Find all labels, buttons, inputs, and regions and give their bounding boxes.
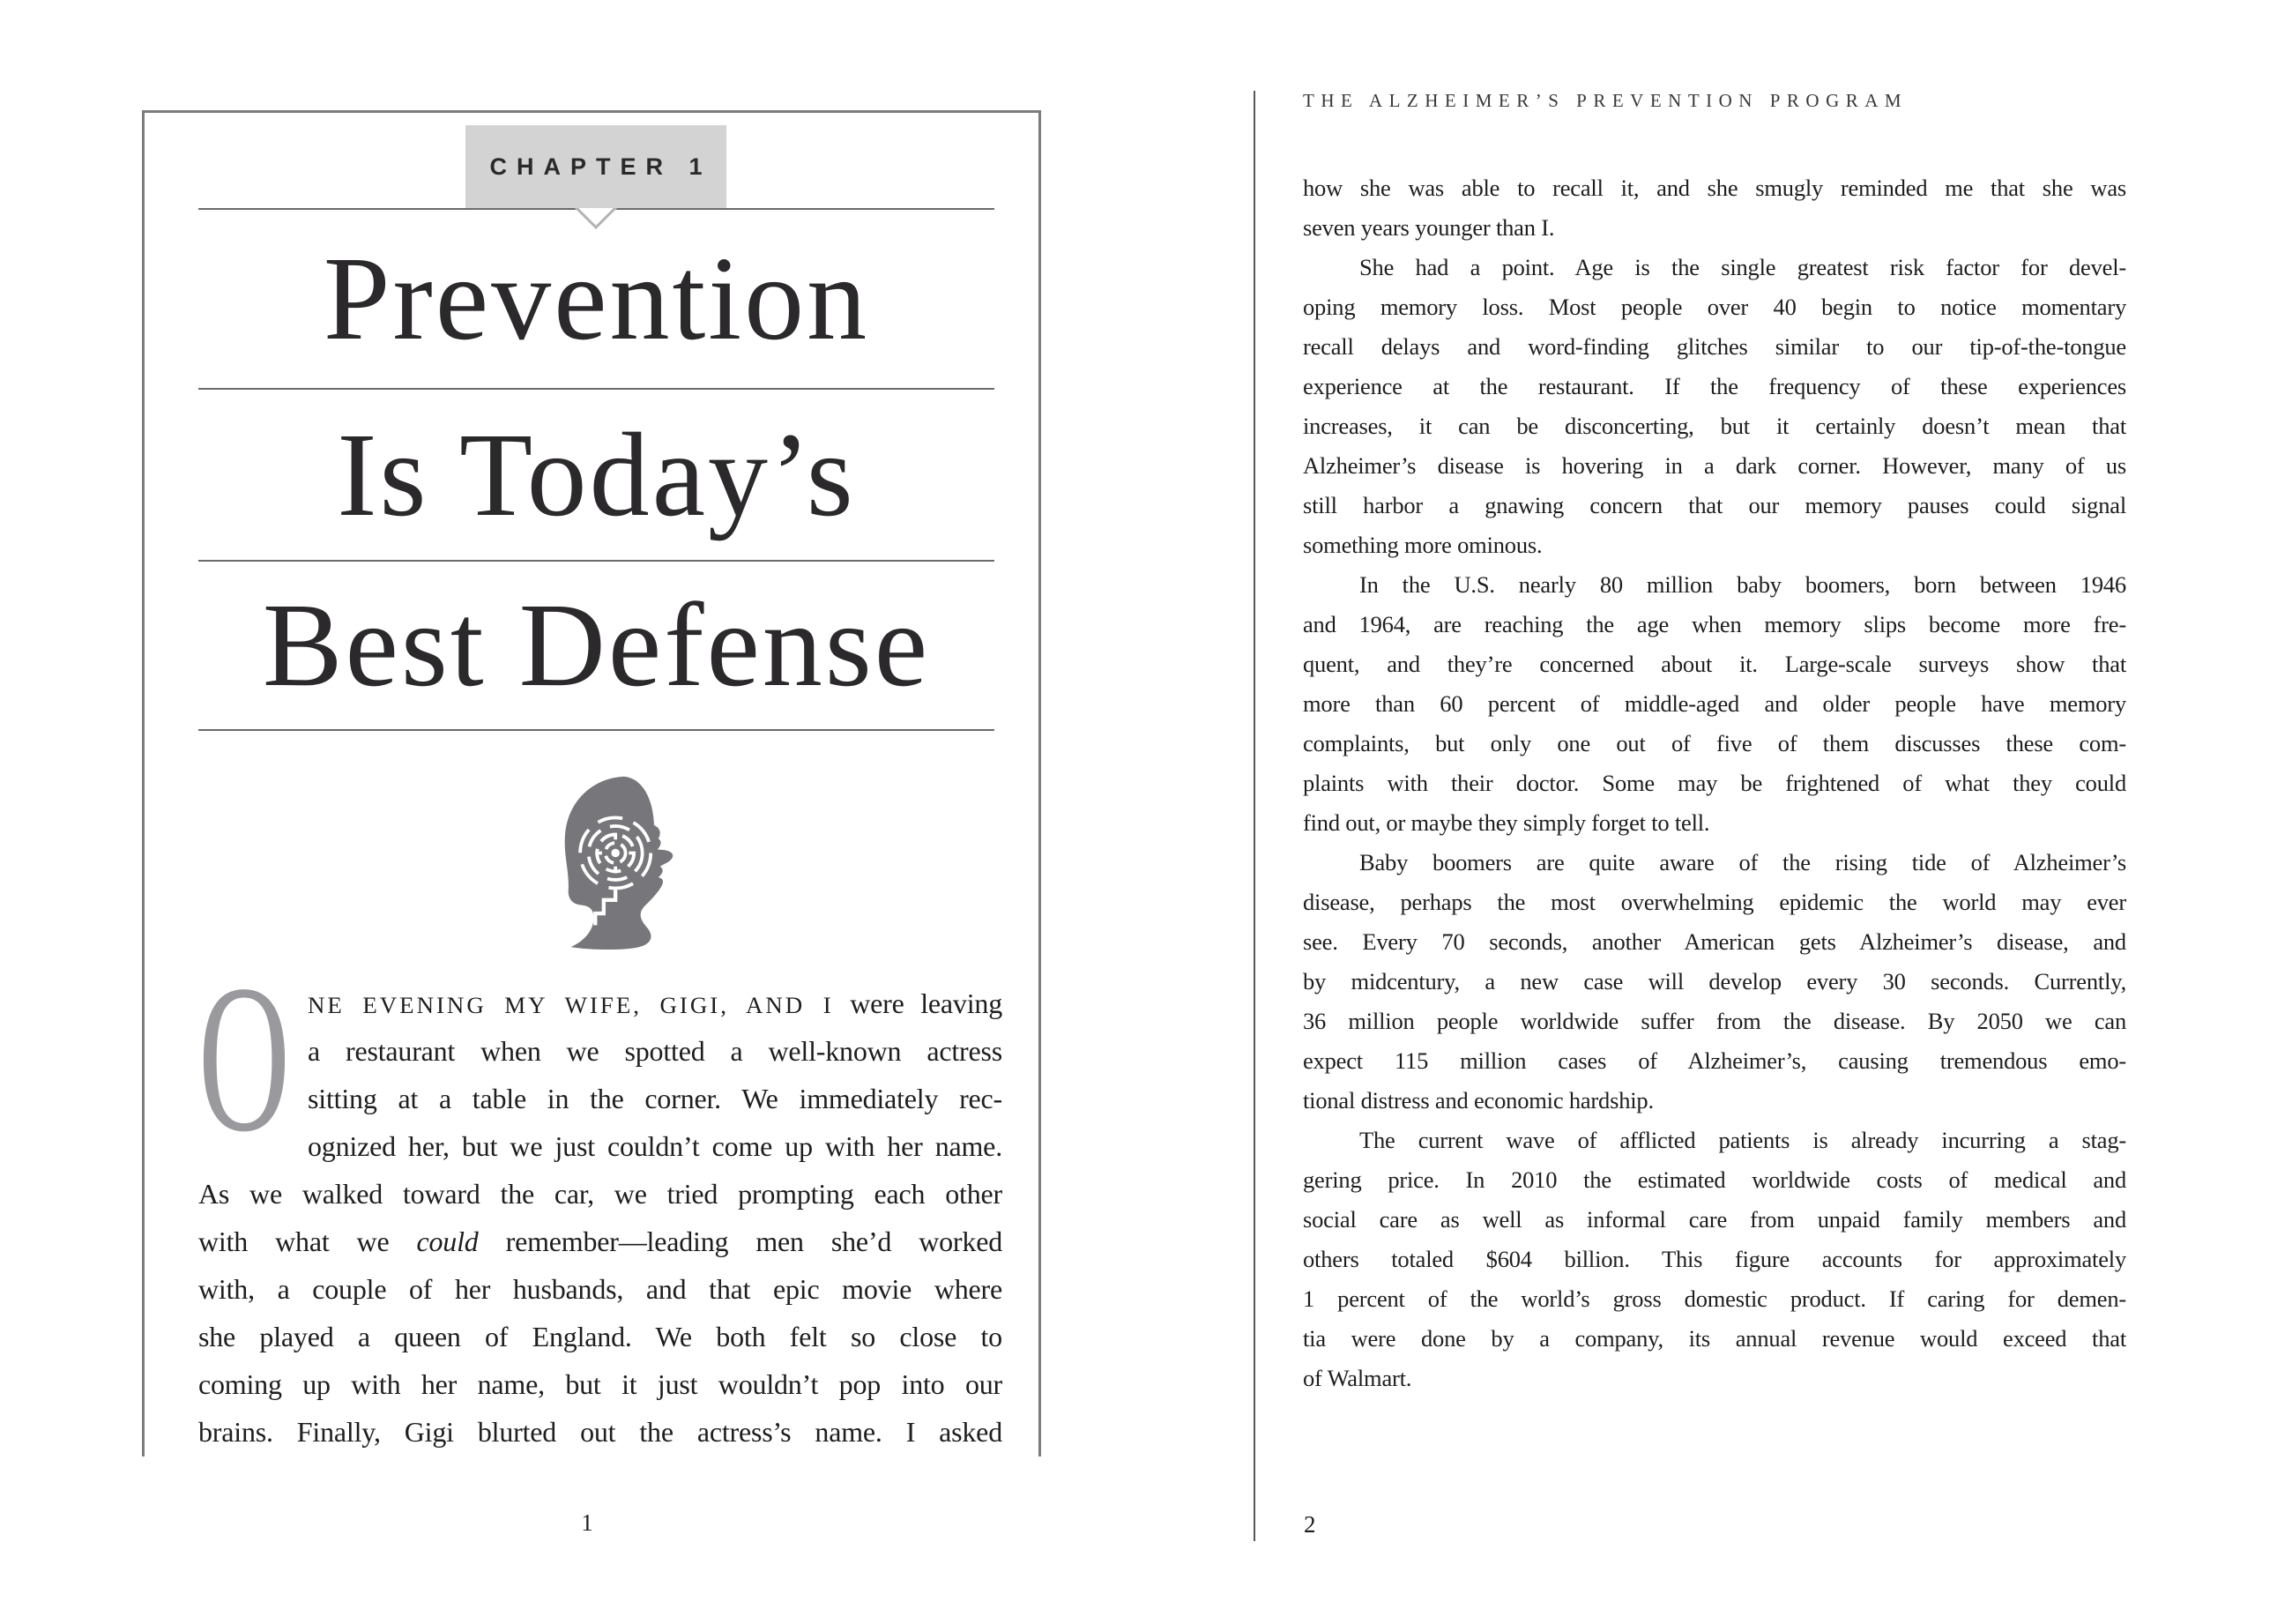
page-number-right: 2 <box>1304 1511 1316 1538</box>
text-line: As we walked toward the car, we tried prompting each other <box>198 1178 1002 1210</box>
text-line: gering price. In 2010 the estimated worldwide costs of medical and <box>1303 1166 2126 1193</box>
head-silhouette <box>565 777 673 950</box>
text-line: Alzheimer’s disease is hovering in a dark corner. However, many of us <box>1303 452 2126 479</box>
text-line: tia were done by a company, its annual revenue would exceed that <box>1303 1325 2126 1352</box>
text-line: still harbor a gnawing concern that our memory pauses could signal <box>1303 492 2126 518</box>
page-number-left: 1 <box>581 1509 593 1536</box>
chapter-tab <box>465 125 726 208</box>
body-paragraph-3 <box>1303 565 2126 843</box>
text-line: She had a point. Age is the single greatest risk factor for devel- <box>1359 254 2126 280</box>
body-paragraph-5 <box>1303 1121 2126 1398</box>
head-maze-icon <box>541 772 713 950</box>
text-line: Baby boomers are quite aware of the rising tide of Alzheimer’s <box>1359 849 2126 875</box>
running-header: THE ALZHEIMER’S PREVENTION PROGRAM <box>1303 90 1909 111</box>
text-line: how she was able to recall it, and she smugly reminded me that she was <box>1303 175 2126 201</box>
body-paragraph-4 <box>1303 843 2126 1121</box>
text-line: something more ominous. <box>1303 532 1543 558</box>
maze-center-dot <box>611 849 620 858</box>
title-line-1: Prevention <box>198 208 994 388</box>
chapter-tab-label: CHAPTER 1 <box>489 153 712 180</box>
chapter-title <box>198 208 994 731</box>
text-line: more than 60 percent of middle-aged and older people have memory <box>1303 690 2126 717</box>
text-line: In the U.S. nearly 80 million baby boomers, born between 1946 <box>1359 571 2126 598</box>
text-line: brains. Finally, Gigi blurted out the actress’s name. I asked <box>198 1416 1002 1448</box>
text-line: of Walmart. <box>1303 1365 1412 1391</box>
right-page <box>1303 88 2126 1398</box>
text-line: 36 million people worldwide suffer from the disease. By 2050 we can <box>1303 1008 2126 1034</box>
text-line: with, a couple of her husbands, and that epic movie where <box>198 1273 1002 1305</box>
text-line: plaints with their doctor. Some may be frightened of what they could <box>1303 770 2126 796</box>
left-page <box>142 110 1041 1456</box>
text-line: expect 115 million cases of Alzheimer’s, causing tremendous emo- <box>1303 1047 2126 1074</box>
text-line: ognized her, but we just couldn’t come up with her name. <box>308 1130 1002 1162</box>
text-line: The current wave of afflicted patients is already incurring a stag- <box>1359 1127 2126 1153</box>
text-line: social care as well as informal care from unpaid family members and <box>1303 1206 2126 1233</box>
text-line: disease, perhaps the most overwhelming epidemic the world may ever <box>1303 889 2126 915</box>
text-line: she played a queen of England. We both felt so close to <box>198 1321 1002 1352</box>
text-line: tional distress and economic hardship. <box>1303 1087 1654 1114</box>
right-page-body <box>1303 168 2126 1398</box>
opening-paragraph <box>198 941 1002 1456</box>
text-line: complaints, but only one out of five of them discusses these com- <box>1303 730 2126 756</box>
text-line: see. Every 70 seconds, another American gets Alzheimer’s disease, and <box>1303 928 2126 955</box>
title-line-3: Best Defense <box>198 560 994 731</box>
body-paragraph-2 <box>1303 248 2126 565</box>
text-line: find out, or maybe they simply forget to tell. <box>1303 809 1710 836</box>
body-paragraph-1 <box>1303 168 2126 248</box>
text-line: coming up with her name, but it just wouldn’t pop into our <box>198 1368 1002 1400</box>
text-line: increases, it can be disconcerting, but it certainly doesn’t mean that <box>1303 413 2126 439</box>
text-line: recall delays and word-finding glitches similar to our tip-of-the-tongue <box>1303 333 2126 360</box>
text-line: with what we could remember—leading men she’d worked <box>198 1225 1002 1257</box>
drop-cap: O <box>198 941 290 1175</box>
page-divider <box>1254 91 1255 1541</box>
text-line: 1 percent of the world’s gross domestic product. If caring for demen- <box>1303 1285 2126 1312</box>
text-line: seven years younger than I. <box>1303 214 1555 241</box>
text-line: others totaled $604 billion. This figure accounts for approximately <box>1303 1246 2126 1272</box>
text-line: oping memory loss. Most people over 40 begin to notice momentary <box>1303 294 2126 320</box>
text-line: sitting at a table in the corner. We immediately rec- <box>308 1083 1002 1114</box>
text-line: and 1964, are reaching the age when memory slips become more fre- <box>1303 611 2126 637</box>
text-line: experience at the restaurant. If the frequency of these experiences <box>1303 373 2126 399</box>
text-line: a restaurant when we spotted a well-known actress <box>308 1035 1002 1067</box>
text-line: quent, and they’re concerned about it. Large-scale surveys show that <box>1303 651 2126 677</box>
text-line: by midcentury, a new case will develop every 30 seconds. Currently, <box>1303 968 2126 995</box>
text-line: NE EVENING MY WIFE, GIGI, AND I were leaving <box>308 987 1002 1019</box>
title-line-2: Is Today’s <box>198 388 994 560</box>
